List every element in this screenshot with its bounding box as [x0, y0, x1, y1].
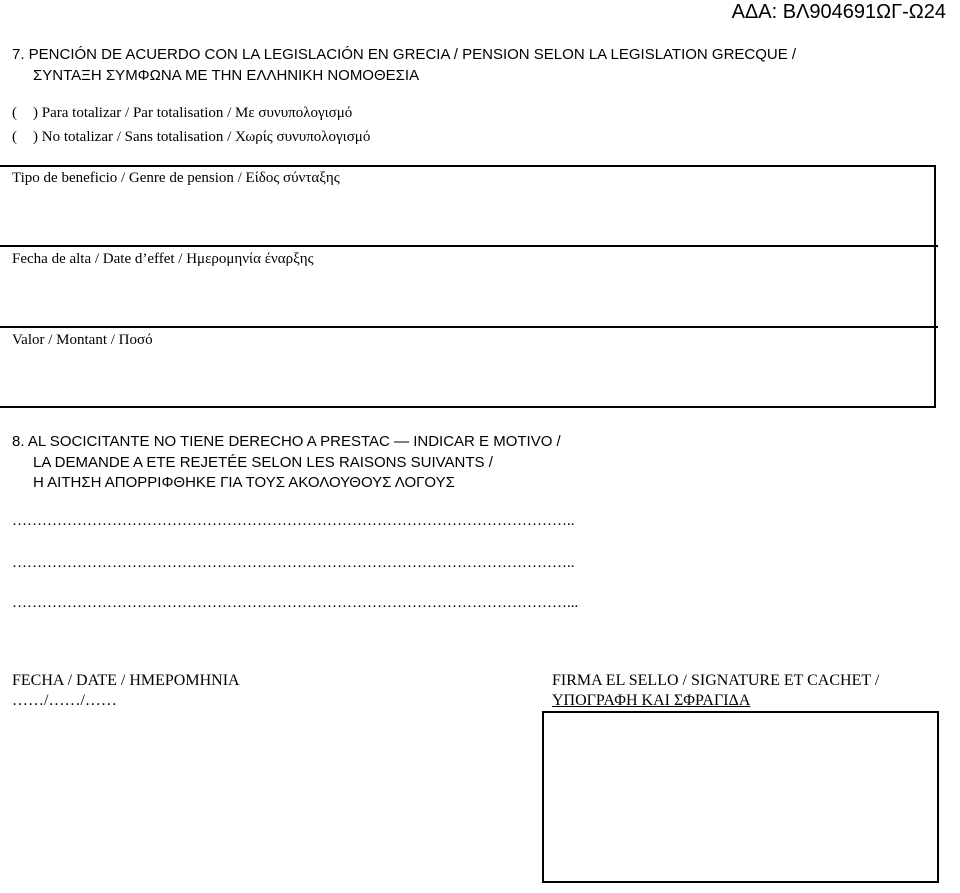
signature-stamp-box[interactable]: [542, 711, 939, 883]
section8-title-line1: 8. AL SOCICITANTE NO TIENE DERECHO A PRESTAC — INDICAR E MOTIVO /: [12, 433, 561, 450]
benefit-type-field[interactable]: Tipo de beneficio / Genre de pension / Είδος σύνταξης: [12, 170, 340, 186]
section8-title-line3: Η ΑΙΤΗΣΗ ΑΠΟΡΡΙΦΘΗΚΕ ΓΙΑ ΤΟΥΣ ΑΚΟΛΟΥΘΟΥΣ ΛΟΓΟΥΣ: [33, 474, 455, 491]
reason-line[interactable]: …………………………………………………………………………………………………..: [12, 555, 575, 571]
date-field[interactable]: ……/……/……: [12, 692, 117, 709]
section7-title-line2: ΣΥΝΤΑΞΗ ΣΥΜΦΩΝΑ ΜΕ ΤΗΝ ΕΛΛΗΝΙΚΗ ΝΟΜΟΘΕΣΙΑ: [33, 67, 420, 84]
box-divider: [0, 245, 938, 247]
pension-info-box: [0, 165, 936, 408]
no-totalization-checkbox[interactable]: (: [12, 129, 17, 145]
section7-title-line1: 7. PENCIÓN DE ACUERDO CON LA LEGISLACIÓN EN GRECIA / PENSION SELON LA LEGISLATION GRECQUE /: [12, 46, 797, 63]
ada-code: ΑΔΑ: ΒΛ904691ΩΓ-Ω24: [731, 1, 946, 23]
totalization-option-label: ) Para totalizar / Par totalisation / Με συνυπολογισμό: [33, 105, 353, 121]
box-divider: [0, 326, 938, 328]
start-date-field[interactable]: Fecha de alta / Date d’effet / Ημερομηνία έναρξης: [12, 251, 314, 267]
reason-line[interactable]: …………………………………………………………………………………………………...: [12, 595, 579, 611]
amount-field[interactable]: Valor / Montant / Ποσό: [12, 332, 153, 348]
section8-title-line2: LA DEMANDE A ETE REJETÉE SELON LES RAISONS SUIVANTS /: [33, 454, 493, 471]
totalization-checkbox[interactable]: (: [12, 105, 17, 121]
date-label: FECHA / DATE / ΗΜΕΡΟΜΗΝΙΑ: [12, 672, 240, 689]
reason-line[interactable]: …………………………………………………………………………………………………..: [12, 513, 575, 529]
no-totalization-option-label: ) No totalizar / Sans totalisation / Χωρίς συνυπολογισμό: [33, 129, 371, 145]
signature-label-line1: FIRMA EL SELLO / SIGNATURE ET CACHET /: [552, 672, 880, 689]
signature-label-line2: ΥΠΟΓΡΑΦΗ ΚΑΙ ΣΦΡΑΓΙΔΑ: [552, 692, 751, 709]
